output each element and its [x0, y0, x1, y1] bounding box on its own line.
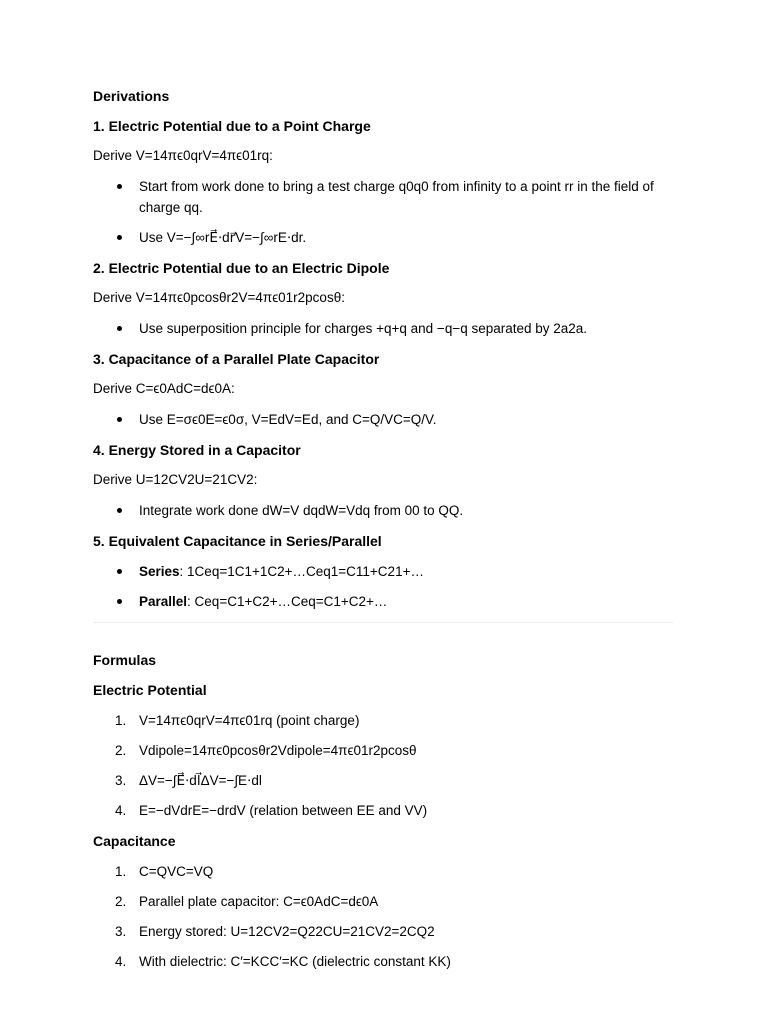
- section-4-derive: Derive U=12CV2U=21CV2:: [93, 472, 258, 487]
- section-3-derive: Derive C=ϵ0AdC=dϵ0A:: [93, 381, 235, 396]
- list-item: Use superposition principle for charges +q+q and −q−q separated by 2a2a.: [93, 318, 673, 339]
- list-item: 4. E=−dVdrE=−drdV (relation between EE and VV): [115, 803, 428, 818]
- capacitance-formula-list: [93, 861, 673, 972]
- section-1-derive: Derive V=14πϵ0qrV=4πϵ01rq:: [93, 148, 273, 163]
- section-1-bullets: [93, 176, 673, 248]
- derivations-title: Derivations: [93, 88, 170, 104]
- capacitance-heading: Capacitance: [93, 833, 176, 849]
- document-page: [93, 86, 673, 982]
- list-item: 3. ΔV=−∫E⃗⋅dl⃗ΔV=−∫E⋅dl: [115, 773, 262, 788]
- section-5-bullets: [93, 561, 673, 612]
- list-item: 3. Energy stored: U=12CV2=Q22CU=21CV2=2CQ2: [115, 924, 435, 939]
- formulas-title: Formulas: [93, 652, 157, 668]
- list-item: Integrate work done dW=V dqdW=Vdq from 00 to QQ.: [93, 500, 673, 521]
- potential-heading: Electric Potential: [93, 682, 207, 698]
- section-4-heading: 4. Energy Stored in a Capacitor: [93, 442, 301, 458]
- section-4-bullets: [93, 500, 673, 521]
- section-2-bullets: [93, 318, 673, 339]
- series-label: Series: [139, 564, 180, 579]
- list-item: 2. Parallel plate capacitor: C=ϵ0AdC=dϵ0A: [115, 894, 379, 909]
- list-item: [93, 591, 673, 612]
- horizontal-divider: [93, 622, 673, 623]
- section-3-bullets: [93, 409, 673, 430]
- section-2-derive: Derive V=14πϵ0pcosθr2V=4πϵ01r2pcosθ:: [93, 290, 345, 305]
- list-item: Start from work done to bring a test charge q0q0 from infinity to a point rr in the field of charge qq.: [93, 176, 673, 218]
- list-item: 1. C=QVC=VQ: [115, 864, 214, 879]
- list-item: Use E=σϵ0E=ϵ0σ, V=EdV=Ed, and C=Q/VC=Q/V.: [93, 409, 673, 430]
- list-item: Use V=−∫∞rE⃗⋅dr⃗V=−∫∞rE⋅dr.: [93, 227, 673, 248]
- list-item: [93, 561, 673, 582]
- section-2-heading: 2. Electric Potential due to an Electric Dipole: [93, 260, 390, 276]
- parallel-label: Parallel: [139, 594, 188, 609]
- list-item: 1. V=14πϵ0qrV=4πϵ01rq (point charge): [115, 713, 360, 728]
- list-item: 4. With dielectric: C′=KCC′=KC (dielectric constant KK): [115, 954, 451, 969]
- list-item: 2. Vdipole=14πϵ0pcosθr2Vdipole=4πϵ01r2pcosθ: [115, 743, 417, 758]
- section-5-heading: 5. Equivalent Capacitance in Series/Parallel: [93, 533, 382, 549]
- section-1-heading: 1. Electric Potential due to a Point Charge: [93, 118, 371, 134]
- potential-formula-list: [93, 710, 673, 821]
- parallel-text: : Ceq=C1+C2+…Ceq=C1+C2+…: [187, 594, 388, 609]
- section-3-heading: 3. Capacitance of a Parallel Plate Capacitor: [93, 351, 380, 367]
- series-text: : 1Ceq=1C1+1C2+…Ceq1=C11+C21+…: [179, 564, 424, 579]
